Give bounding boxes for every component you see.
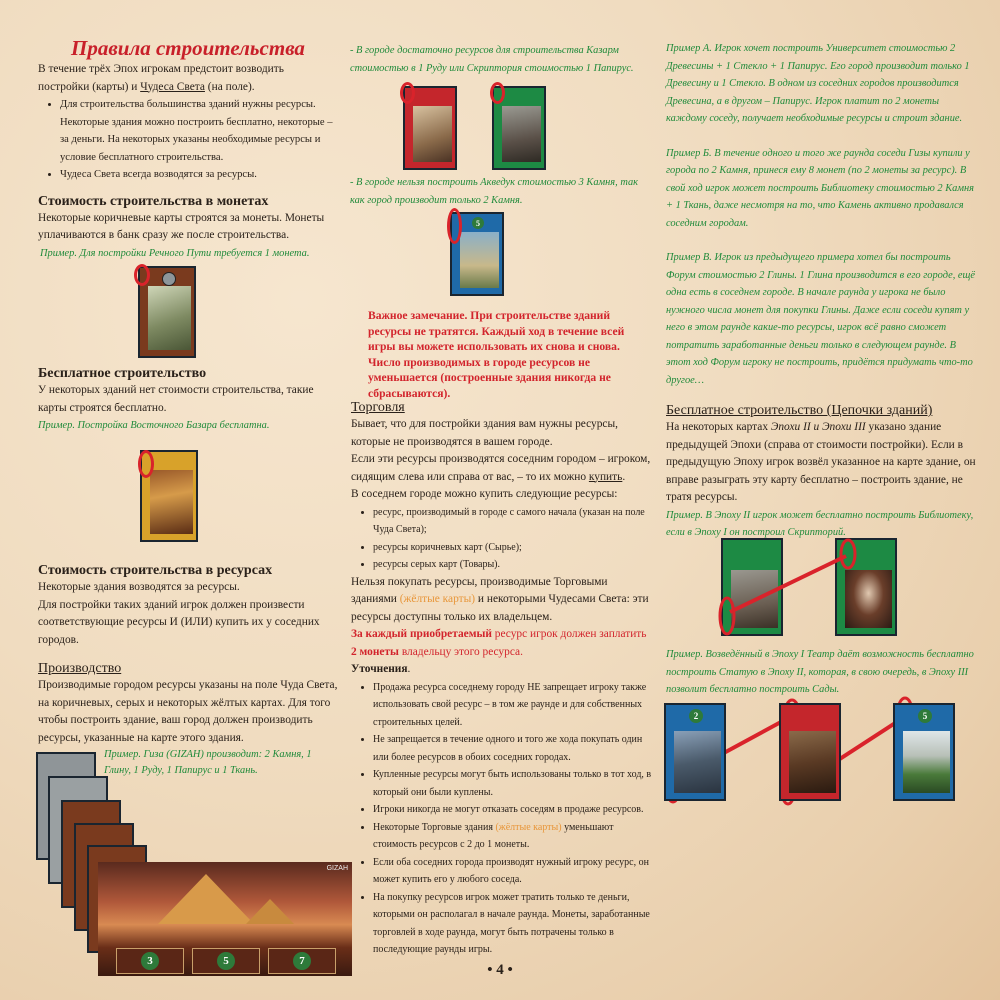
- price-rule-end: владельцу этого ресурса.: [398, 645, 523, 658]
- trade-p4-b: и некоторыми Чудесами Света: эти ресурсы доступны только их владельцем.: [351, 593, 649, 623]
- laurel-points: 7: [293, 952, 311, 970]
- buy-link[interactable]: купить: [588, 470, 623, 483]
- clar5-b: уменьшают стоимость ресурсов с 2 до 1 монеты.: [373, 821, 614, 850]
- age-3: Эпохи III: [822, 421, 866, 433]
- section-heading-coins: Стоимость строительства в монетах: [38, 193, 269, 209]
- card-statue: [779, 703, 841, 801]
- production-example: Пример. Гиза (GIZAH) производит: 2 Камня, 1 Глину, 1 Руду, 1 Папирус и 1 Ткань.: [104, 749, 312, 776]
- price-rule-bold-1: За каждый приобретаемый: [351, 628, 492, 640]
- example-not-enough: - В городе нельзя построить Акведук стоимостью 3 Камня, так как город производит только 2 Камня.: [350, 177, 639, 206]
- clarifications-title: Уточнения: [351, 663, 408, 675]
- example-a: Пример А. Игрок хочет построить Университет стоимостью 2 Древесины + 1 Стекло + 1 Папирус. Его город производит только 1 Древесину и 1 Стекло. В одном из соседних городов производится Древесина, а в другом – Папирус. Игрок платит по 2 монеты каждому соседу, получает необходимые ресурсы и строит здание.: [666, 43, 970, 124]
- example-b: Пример Б. В течение одного и того же раунда соседи Гизы купили у города по 2 Камня, принеся ему 8 монет (по 2 монеты за ресурс). В свой ход игрок может построить Библиотеку стоимостью 2 Камня + 1 Ткань, даже несмотря на то, что Камень активно продавался соседним городам.: [666, 147, 974, 229]
- list-item: • Не запрещается в течение одного и того же хода покупать один или более ресурсов в обоих соседних городах.: [373, 731, 653, 766]
- example-v: Пример В. Игрок из предыдущего примера хотел бы построить Форум стоимостью 2 Глины. 1 Глина производится в его городе, ещё одна есть в соседнем городе. В начале раунда у игрока не было нужного числа монет для покупки Глины. Даже если соседи купят у него в этом раунде какие-то ресурсы, игрок всё равно сможет потратить заработанные деньги только в следующем раунде. В этот ход Форум игроку не построить, придётся придумать что-то другое…: [666, 252, 975, 386]
- section-heading-production: Производство: [38, 661, 122, 676]
- laurel-points: 5: [918, 709, 932, 723]
- laurel-points: 5: [217, 952, 235, 970]
- price-rule-bold-2: 2 монеты: [351, 645, 399, 658]
- production-text: Производимые городом ресурсы указаны на поле Чуда Света, на коричневых, серых и некоторых жёлтых картах. Для того чтобы построить здание, ваш город должен производить ресурсы, указанные на карте этого здания.: [38, 679, 338, 744]
- list-item: • Если оба соседних города производят нужный игроку ресурс, он может купить его у любого соседа.: [373, 854, 653, 889]
- clar5-a: Некоторые Торговые здания: [373, 821, 496, 833]
- resources-text-2: Для постройки таких зданий игрок должен произвести соответствующие ресурсы И (ИЛИ) купить их у соседних городов.: [38, 598, 320, 646]
- card-image: [789, 731, 836, 793]
- clarifications-dot: .: [407, 663, 411, 675]
- yellow-cards-note: (жёлтые карты): [399, 593, 476, 605]
- card-gardens: [893, 703, 955, 801]
- laurel-points: 2: [689, 709, 703, 723]
- list-item: • ресурсы коричневых карт (Сырье);: [373, 539, 653, 557]
- free-text: У некоторых зданий нет стоимости строительства, такие карты строятся бесплатно.: [38, 384, 314, 414]
- price-rule-mid: ресурс игрок должен заплатить: [491, 628, 647, 640]
- laurel-points: 3: [141, 952, 159, 970]
- section-heading-resources: Стоимость строительства в ресурсах: [38, 563, 273, 578]
- list-item: • Чудеса Света всегда возводятся за ресурсы.: [60, 166, 338, 184]
- trade-p1: Бывает, что для постройки здания вам нужны ресурсы, которые не производятся в вашем городе.: [351, 418, 618, 448]
- yellow-cards-note: (жёлтые карты): [495, 821, 562, 833]
- card-theater: [664, 703, 726, 801]
- laurel-points: 5: [472, 217, 484, 229]
- trade-p4-a: Нельзя покупать ресурсы, производимые Торговыми зданиями: [351, 575, 608, 605]
- age-2: Эпохи II: [770, 421, 811, 433]
- list-item: • ресурсы серых карт (Товары).: [373, 556, 653, 574]
- list-item: • Продажа ресурса соседнему городу НЕ запрещает игроку также использовать свой ресурс – в том же раунде и для собственных строительных целей.: [373, 679, 653, 732]
- section-heading-chains: Бесплатное строительство (Цепочки зданий): [666, 403, 933, 418]
- page-title: Правила строительства: [71, 36, 305, 60]
- coins-text: Некоторые коричневые карты строятся за монеты. Монеты уплачиваются в банк сразу же после строительства.: [38, 211, 325, 241]
- resources-text-1: Некоторые здания возводятся за ресурсы.: [38, 581, 240, 593]
- list-item: • Купленные ресурсы могут быть использованы только в тот ход, в который они были куплены.: [373, 766, 653, 801]
- list-item: • Для строительства большинства зданий нужны ресурсы. Некоторые здания можно построить бесплатно, некоторые – за деньги. На некоторых указаны необходимые ресурсы и условие бесплатного строительства.: [60, 96, 338, 166]
- chains-example-1: Пример. В Эпоху II игрок может бесплатно построить Библиотеку, если в Эпоху I он построил Скрипторий.: [666, 509, 974, 538]
- intro-b: (на поле).: [204, 80, 255, 93]
- page-number: • 4 •: [487, 962, 513, 978]
- list-item: • Игроки никогда не могут отказать соседям в продаже ресурсов.: [373, 801, 653, 819]
- chains-a: На некоторых картах: [666, 421, 771, 433]
- example-enough-resources: - В городе достаточно ресурсов для строительства Казарм стоимостью в 1 Руду или Скриптория стоимостью 1 Папирус.: [350, 45, 634, 74]
- chains-b: указано здание предыдущей Эпохи (справа от стоимости постройки). Если в предыдущую Эпоху игрок возвёл указанное на карте здание, он вправе разыграть эту карту бесплатно – построить здание, не тратя ресурсы.: [666, 421, 976, 503]
- free-example: Пример. Постройка Восточного Базара бесплатна.: [38, 420, 270, 431]
- chains-example-2: Пример. Возведённый в Эпоху I Театр даёт возможность бесплатно построить Статую в Эпоху II, которая, в свою очередь, в Эпоху III позволит бесплатно построить Сады.: [666, 649, 974, 695]
- section-heading-free: Бесплатное строительство: [38, 366, 207, 381]
- coins-example: Пример. Для постройки Речного Пути требуется 1 монета.: [40, 247, 310, 259]
- list-item: • ресурс, производимый в городе с самого начала (указан на поле Чуда Света);: [373, 504, 653, 539]
- important-note: Важное замечание. При строительстве зданий ресурсы не тратятся. Каждый ход в течение всей игры вы можете использовать их снова и снова. Число производимых в городе ресурсов не уменьшается (построенные здания никогда не сбрасываются).: [368, 309, 625, 400]
- section-heading-trade: Торговля: [351, 400, 405, 415]
- trade-p3: В соседнем городе можно купить следующие ресурсы:: [351, 488, 618, 500]
- list-item: • На покупку ресурсов игрок может тратить только те деньги, которыми он располагал в начале раунда. Монеты, заработанные торговлей в ходе раунда, могут быть потрачены только в последующие раунды игры.: [373, 889, 653, 959]
- trade-p2-b: .: [622, 470, 626, 483]
- card-image: [674, 731, 721, 793]
- card-image: [903, 731, 950, 793]
- trade-p2-a: Если эти ресурсы производятся соседним городом – игроком, сидящим слева или справа от вас, – то их можно: [351, 453, 651, 483]
- wonders-link[interactable]: Чудеса Света: [140, 80, 205, 93]
- wonder-name: GIZAH: [326, 865, 348, 872]
- chains-and: и: [810, 421, 823, 433]
- intro-a: В течение трёх Эпох игрокам предстоит возводить постройки (карты) и: [38, 63, 284, 93]
